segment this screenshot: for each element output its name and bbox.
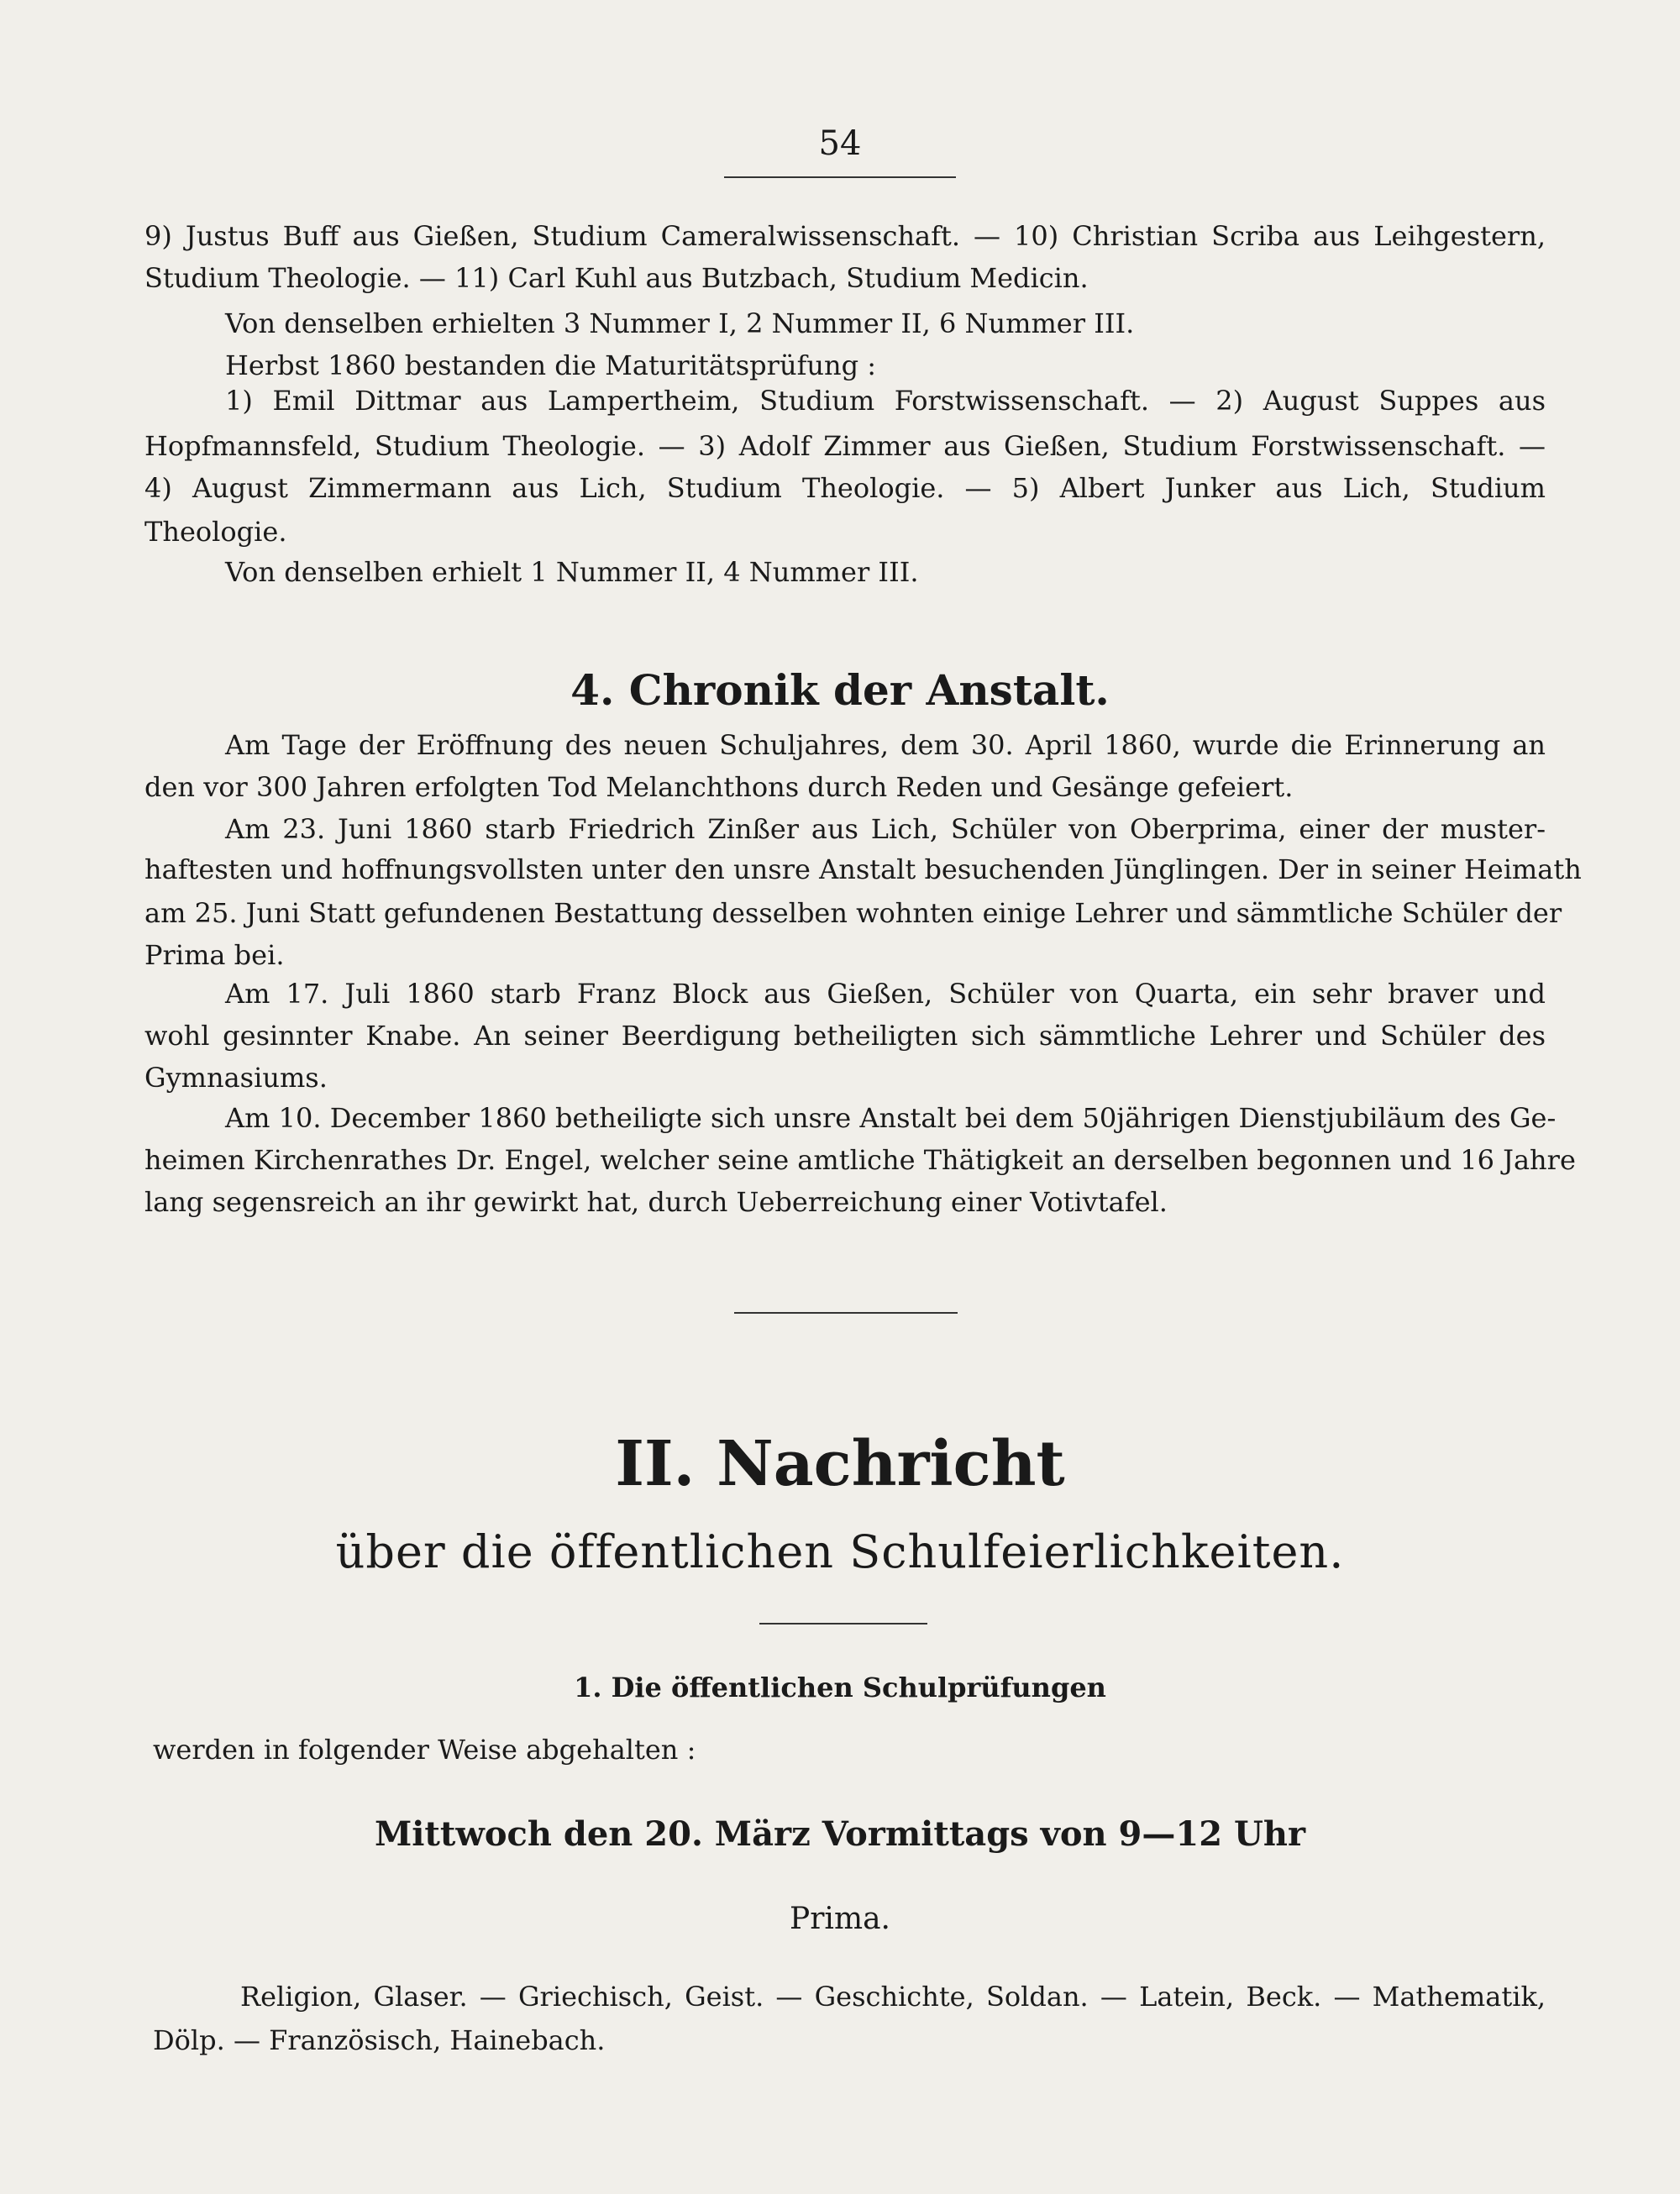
chronik-line-8: wohl gesinnter Knabe. An seiner Beerdigung betheiligten sich sämmtliche Lehrer und Schüler des xyxy=(144,1020,1546,1052)
schedule-heading: Mittwoch den 20. März Vormittags von 9—12 Uhr xyxy=(374,1814,1306,1854)
header-rule xyxy=(724,176,956,178)
chronik-line-12: lang segensreich an ihr gewirkt hat, durch Ueberreichung einer Votivtafel. xyxy=(144,1186,1168,1218)
chronik-line-9: Gymnasiums. xyxy=(144,1062,328,1094)
class-heading: Prima. xyxy=(790,1902,890,1936)
chronik-line-2: den vor 300 Jahren erfolgten Tod Melanchthons durch Reden und Gesänge gefeiert. xyxy=(144,771,1294,803)
subsection-title: 1. Die öffentlichen Schulprüfungen xyxy=(574,1672,1106,1703)
text-line-5: 1) Emil Dittmar aus Lampertheim, Studium Forstwissenschaft. — 2) August Suppes aus xyxy=(225,385,1546,417)
page-number: 54 xyxy=(818,124,862,163)
text-line-4: Herbst 1860 bestanden die Maturitätsprüfung : xyxy=(225,349,877,381)
chronik-line-11: heimen Kirchenrathes Dr. Engel, welcher seine amtliche Thätigkeit an derselben begonnen und 16 Jahre xyxy=(144,1144,1576,1176)
chronik-heading: 4. Chronik der Anstalt. xyxy=(570,665,1110,715)
text-line-1: 9) Justus Buff aus Gießen, Studium Cameralwissenschaft. — 10) Christian Scriba aus Leihgestern, xyxy=(144,220,1546,252)
subjects-line-2: Dölp. — Französisch, Hainebach. xyxy=(153,2024,606,2056)
chronik-line-10: Am 10. December 1860 betheiligte sich unsre Anstalt bei dem 50jährigen Dienstjubiläum des Ge- xyxy=(225,1102,1557,1134)
chronik-line-3: Am 23. Juni 1860 starb Friedrich Zinßer aus Lich, Schüler von Oberprima, einer der muster- xyxy=(225,813,1546,845)
text-line-6: Hopfmannsfeld, Studium Theologie. — 3) Adolf Zimmer aus Gießen, Studium Forstwissenschaft. — xyxy=(144,430,1546,462)
chronik-line-4: haftesten und hoffnungsvollsten unter den unsre Anstalt besuchenden Jünglingen. Der in seiner Heimath xyxy=(144,853,1582,885)
chronik-line-6: Prima bei. xyxy=(144,939,285,971)
chronik-line-7: Am 17. Juli 1860 starb Franz Block aus Gießen, Schüler von Quarta, ein sehr braver und xyxy=(225,978,1546,1010)
section-II-title: II. Nachricht xyxy=(615,1428,1065,1500)
text-line-8: Theologie. xyxy=(144,516,287,548)
text-line-9: Von denselben erhielt 1 Nummer II, 4 Nummer III. xyxy=(225,556,919,588)
text-line-3: Von denselben erhielten 3 Nummer I, 2 Nummer II, 6 Nummer III. xyxy=(225,307,1135,339)
subsection-intro: werden in folgender Weise abgehalten : xyxy=(153,1734,696,1766)
chronik-line-5: am 25. Juni Statt gefundenen Bestattung desselben wohnten einige Lehrer und sämmtliche Schüler der xyxy=(144,897,1562,929)
section-II-subtitle: über die öffentlichen Schulfeierlichkeiten. xyxy=(335,1525,1345,1578)
subjects-line-1: Religion, Glaser. — Griechisch, Geist. — Geschichte, Soldan. — Latein, Beck. — Mathematik, xyxy=(240,1981,1546,2013)
chronik-line-1: Am Tage der Eröffnung des neuen Schuljahres, dem 30. April 1860, wurde die Erinnerung an xyxy=(225,729,1546,761)
section-divider xyxy=(734,1312,958,1314)
text-line-7: 4) August Zimmermann aus Lich, Studium Theologie. — 5) Albert Junker aus Lich, Studium xyxy=(144,472,1546,504)
subtitle-rule xyxy=(759,1623,927,1625)
text-line-2: Studium Theologie. — 11) Carl Kuhl aus Butzbach, Studium Medicin. xyxy=(144,262,1089,294)
